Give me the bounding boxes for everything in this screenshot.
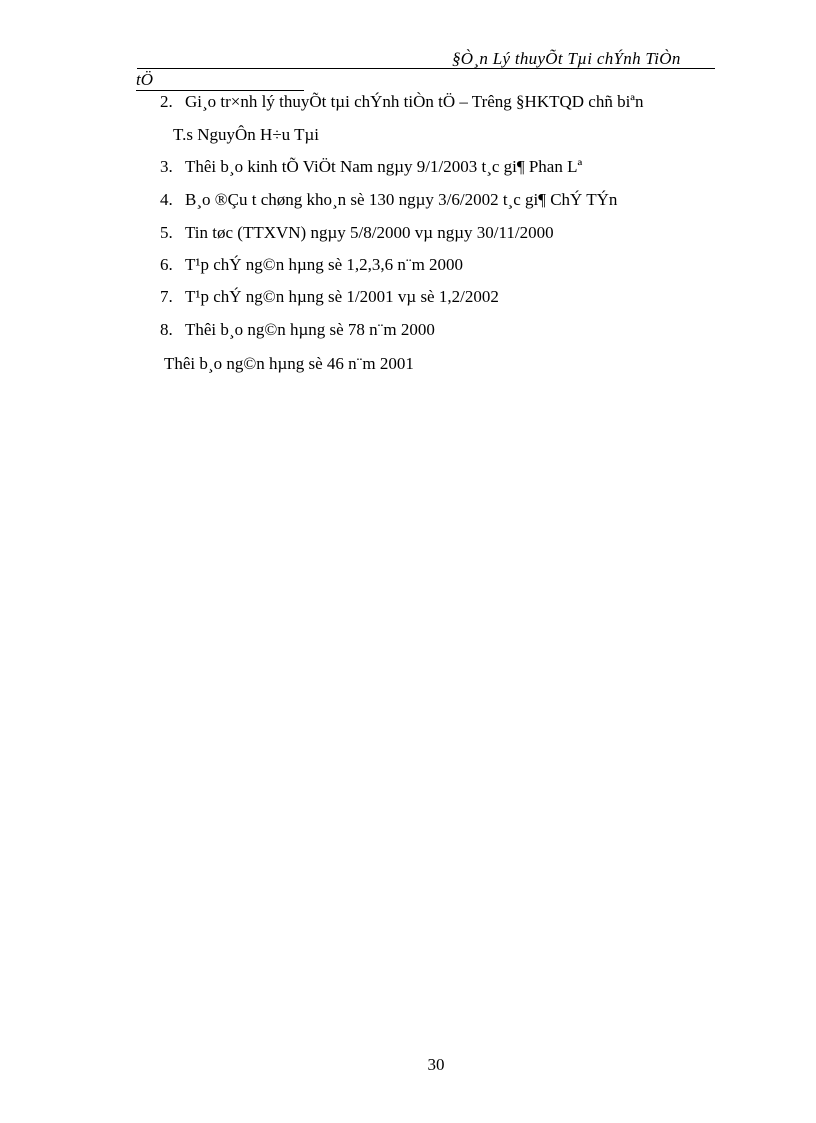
reference-text: Thêi b¸o ng©n hµng sè 78 n¨m 2000 xyxy=(185,320,435,339)
reference-number: 3. xyxy=(160,157,173,176)
reference-unnumbered: Thêi b¸o ng©n hµng sè 46 n¨m 2001 xyxy=(164,354,414,373)
header-rule xyxy=(137,68,715,69)
reference-text: B¸o ®Çu t chøng kho¸n sè 130 ngµy 3/6/2002 t¸c gi¶ ChÝ TÝn xyxy=(185,190,618,209)
reference-number: 8. xyxy=(160,320,173,339)
page-number: 30 xyxy=(427,1055,445,1074)
reference-number: 7. xyxy=(160,287,173,306)
reference-text-continuation: T.s NguyÔn H÷u Tµi xyxy=(173,125,319,144)
reference-number: 4. xyxy=(160,190,173,209)
reference-text: Thêi b¸o kinh tÕ ViÖt Nam ngµy 9/1/2003 t¸c gi¶ Phan Lª xyxy=(185,157,583,176)
reference-text: Tin tøc (TTXVN) ngµy 5/8/2000 vµ ngµy 30/11/2000 xyxy=(185,223,554,242)
reference-number: 6. xyxy=(160,255,173,274)
reference-number: 5. xyxy=(160,223,173,242)
reference-text: T¹p chÝ ng©n hµng sè 1/2001 vµ sè 1,2/2002 xyxy=(185,287,499,306)
running-header-title: §Ò¸n Lý thuyÕt Tµi chÝnh TiÒn xyxy=(452,49,681,68)
reference-number: 2. xyxy=(160,92,173,111)
running-header-continuation: tÖ xyxy=(136,70,304,91)
reference-text: Gi¸o tr×nh lý thuyÕt tµi chÝnh tiÒn tÖ – Trêng §HKTQD chñ biªn xyxy=(185,92,644,111)
reference-text: T¹p chÝ ng©n hµng sè 1,2,3,6 n¨m 2000 xyxy=(185,255,464,274)
